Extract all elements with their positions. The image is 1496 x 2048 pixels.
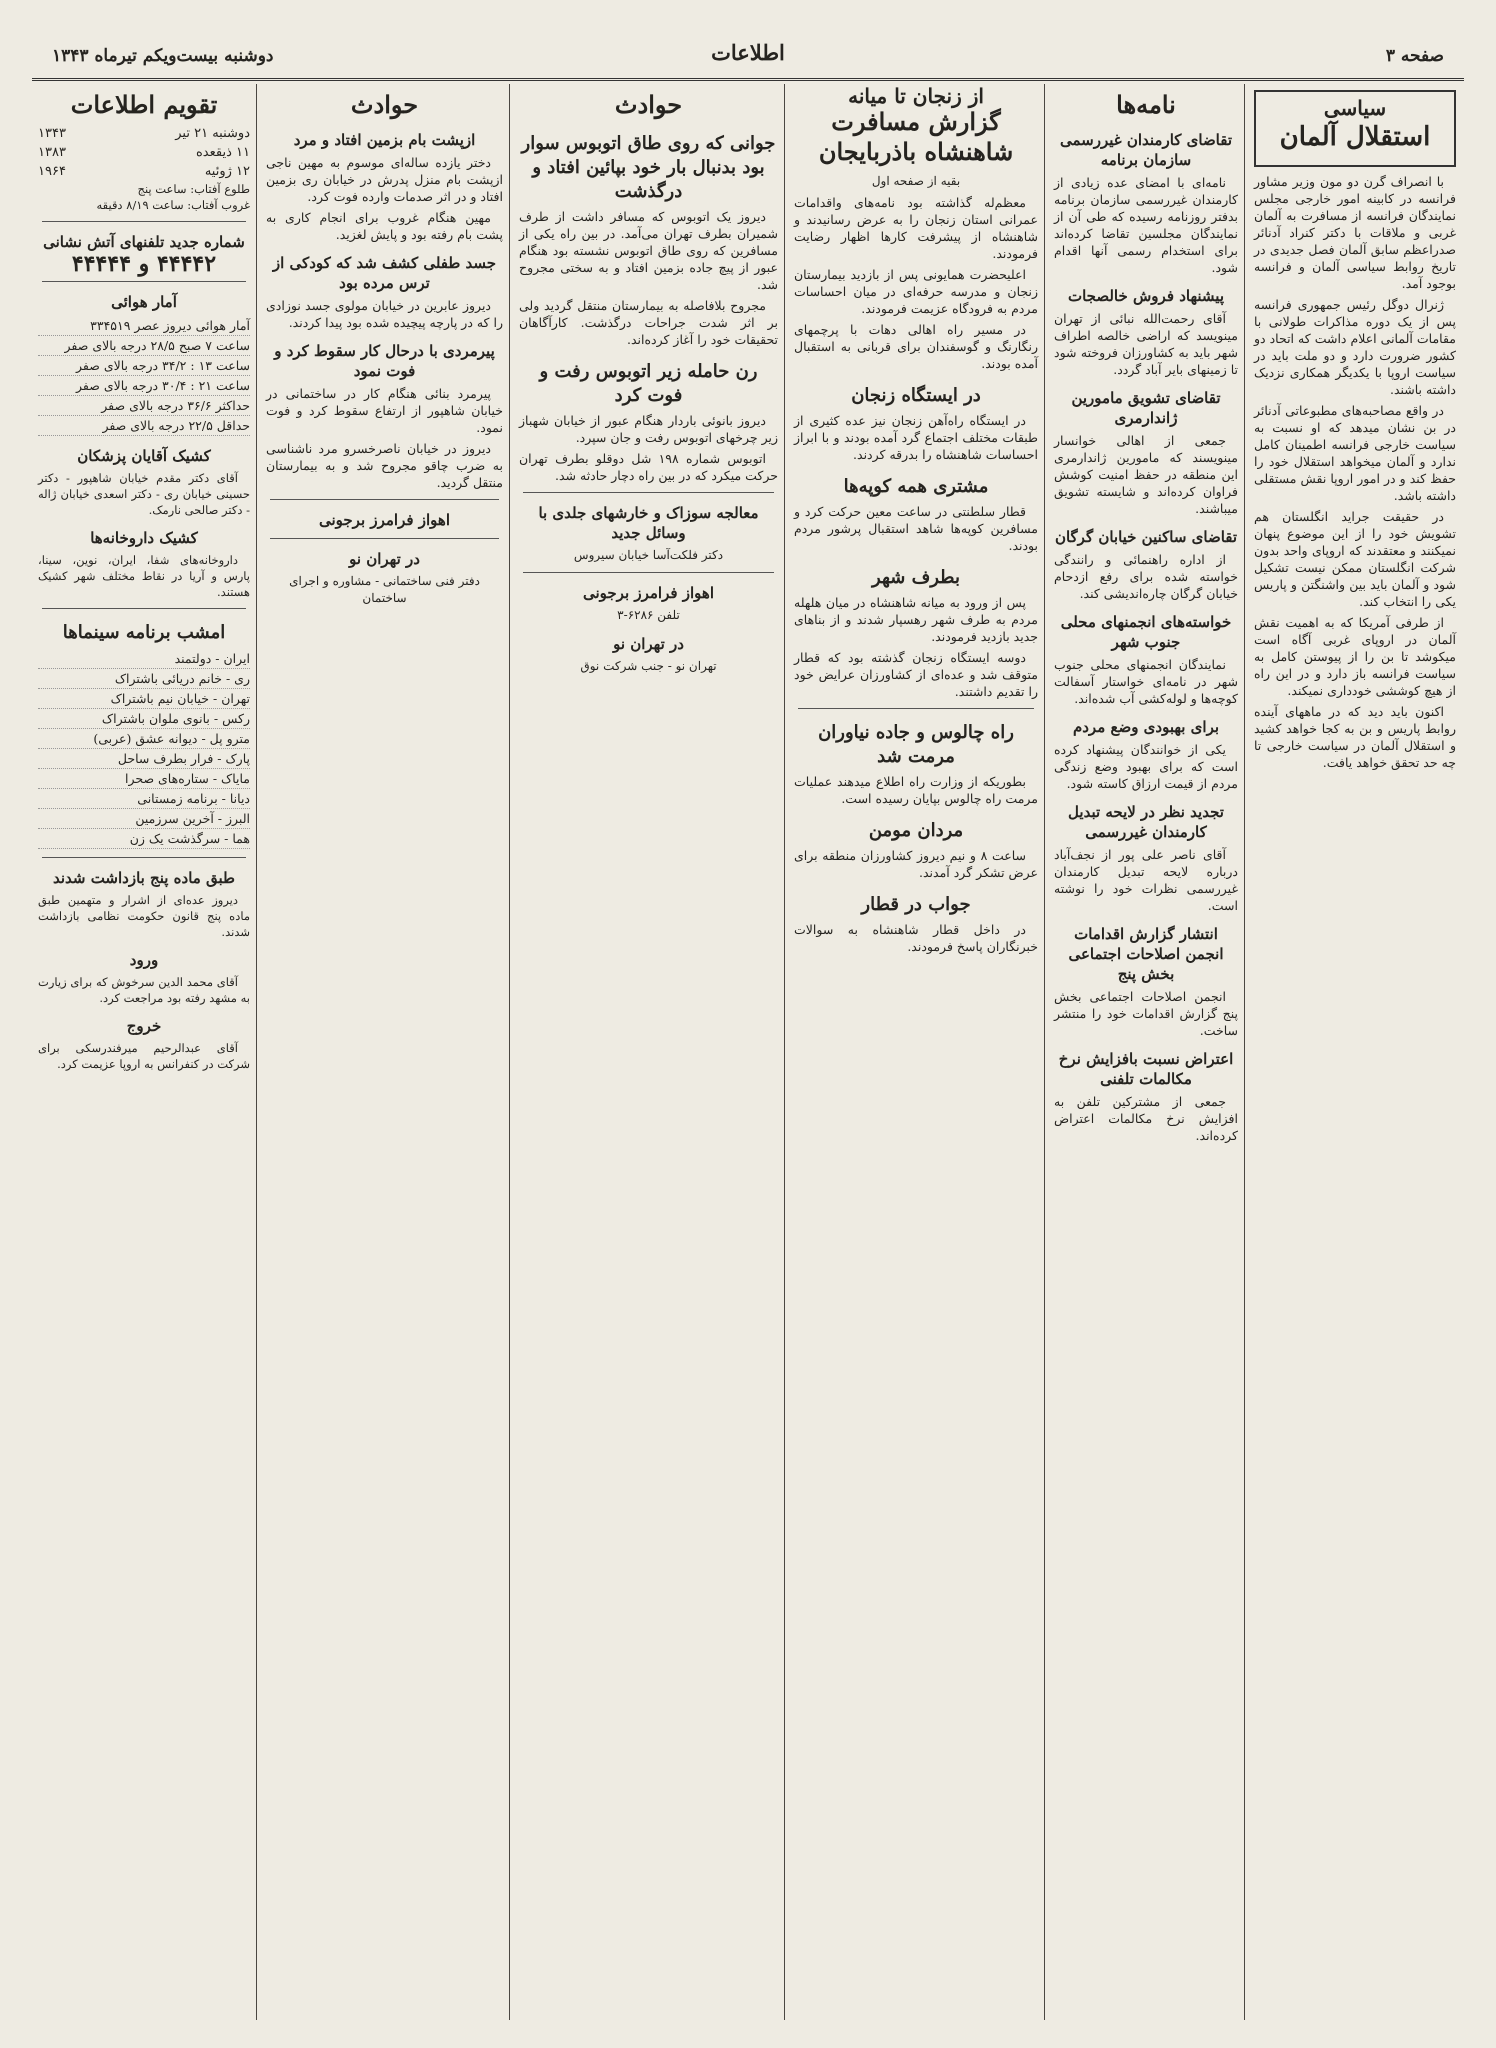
subheading: راه چالوس و جاده نیاوران مرمت شد — [818, 722, 1014, 767]
paragraph: مجروح بلافاصله به بیمارستان منتقل گردید ولی بر اثر شدت جراحات درگذشت. کارآگاهان تحقیقات خود را آغاز کرده‌اند. — [519, 298, 778, 347]
sunrise: طلوع آفتاب: ساعت پنج — [137, 182, 250, 196]
ad-heading: در تهران نو — [349, 550, 420, 568]
letter-heading: خواسته‌های انجمنهای محلی جنوب شهر — [1060, 613, 1232, 651]
masthead — [32, 28, 1464, 81]
paragraph: داروخانه‌های شفا، ایران، نوین، سینا، پارس و آریا در نقاط مختلف شهر کشیک هستند. — [38, 553, 250, 599]
paragraph: اعلیحضرت همایونی پس از بازدید بیمارستان زنجان و مدرسه حرفه‌ای در میان احساسات مردم به فرودگاه عزیمت فرمودند. — [794, 267, 1038, 316]
weather-item: حداقل ۲۲/۵ درجه بالای صفر — [38, 416, 250, 436]
cinema-item: مایاک - ستاره‌های صحرا — [38, 769, 250, 789]
paragraph: نامه‌ای با امضای عده زیادی از کارمندان غیررسمی سازمان برنامه بدفتر روزنامه رسیده که طی آن از نمایندگان مجلسین تقاضا کرده‌اند برای استخدام رسمی آنها اقدام شود. — [1054, 175, 1238, 275]
paragraph: از اداره راهنمائی و رانندگی خواسته شده برای رفع ازدحام خیابان گرگان چاره‌اندیشی کند. — [1054, 552, 1238, 601]
divider — [523, 492, 774, 493]
article-headline: رن حامله زیر اتوبوس رفت و فوت کرد — [539, 361, 758, 406]
letter-heading: تقاضای کارمندان غیررسمی سازمان برنامه — [1059, 131, 1233, 169]
paragraph: بطوریکه از وزارت راه اطلاع میدهند عملیات مرمت راه چالوس بپایان رسیده است. — [794, 774, 1038, 806]
subheading: بطرف شهر — [872, 567, 960, 588]
section-title: نامه‌ها — [1116, 90, 1176, 119]
article-headline: ازپشت بام بزمین افتاد و مرد — [293, 131, 476, 149]
sunset: غروب آفتاب: ساعت ۸/۱۹ دقیقه — [96, 198, 250, 212]
ad-text: تلفن ۶۲۸۶-۳ — [617, 608, 680, 622]
newspaper-name: اطلاعات — [711, 40, 785, 65]
ad-text: دکتر فلکت‌آسا خیابان سیروس — [573, 548, 724, 562]
paragraph: آقای عبدالرحیم میرفندرسکی برای شرکت در کنفرانس به اروپا عزیمت کرد. — [38, 1041, 250, 1071]
column-rule — [784, 84, 785, 2020]
divider — [270, 499, 499, 500]
paragraph: اکنون باید دید که در ماههای آینده روابط پاریس و بن به کجا خواهد کشید و استقلال آلمان در سیاست خارجی تا چه حد تحقق خواهد یافت. — [1254, 704, 1456, 770]
box-heading: امشب برنامه سینماها — [62, 622, 226, 643]
divider — [42, 857, 246, 858]
divider — [42, 281, 246, 282]
paragraph: آقای ناصر علی پور از نجف‌آباد درباره لایحه تبدیل کارمندان غیررسمی نظرات خود را نوشته است. — [1054, 847, 1238, 913]
article-headline: جسد طفلی کشف شد که کودکی از ترس مرده بود — [272, 254, 497, 292]
cinema-item: ری - خانم دریائی باشتراک — [38, 669, 250, 689]
column-letters — [1048, 84, 1244, 2020]
ad-text: دفتر فنی ساختمانی - مشاوره و اجرای ساختمان — [289, 574, 480, 605]
phone-number: ۴۴۴۴۲ و ۴۴۴۴۴ — [71, 251, 217, 277]
box-heading: شماره جدید تلفنهای آتش نشانی — [43, 233, 245, 251]
article-headline: جوانی که روی طاق اتوبوس سوار بود بدنبال بار خود بپائین افتاد و درگذشت — [521, 133, 776, 202]
paragraph: دیروز یک اتوبوس که مسافر داشت از طرف شمیران بطرف تهران می‌آمد. در بین راه یکی از مسافرین که روی طاق اتوبوس نشسته بود هنگام عبور از پیچ جاده بزمین افتاد و به سختی مجروح شد. — [519, 209, 778, 292]
paragraph: در حقیقت جراید انگلستان هم تشویش خود را از این موضوع پنهان نمیکنند و معتقدند که اروپای واحد بدون شرکت انگلستان ممکن نیست تشکیل شود و آلمان باید بین واشنگتن و پاریس یکی را انتخاب کند. — [1254, 509, 1456, 609]
paragraph: در داخل قطار شاهنشاه به سوالات خبرنگاران پاسخ فرمودند. — [794, 922, 1038, 954]
cinema-item: هما - سرگذشت یک زن — [38, 829, 250, 849]
paragraph: دیروز عابرین در خیابان مولوی جسد نوزادی را که در پارچه پیچیده شده بود پیدا کردند. — [266, 298, 503, 330]
box-heading: طبق ماده پنج بازداشت شدند — [52, 869, 235, 887]
box-heading: کشیک آقایان پزشکان — [77, 447, 211, 465]
letter-heading: پیشنهاد فروش خالصجات — [1067, 287, 1224, 305]
section-title: حوادث — [350, 90, 419, 119]
cinema-item: تهران - خیابان نیم باشتراک — [38, 689, 250, 709]
section-title: حوادث — [614, 90, 683, 119]
box-heading: کشیک داروخانه‌ها — [90, 529, 198, 547]
weather-item: آمار هوائی دیروز عصر ۳۳۴۵۱۹ — [38, 316, 250, 336]
letter-heading: تقاضای ساکنین خیابان گرگان — [1054, 528, 1238, 546]
column-rule — [1044, 84, 1045, 2020]
column-incidents-left — [260, 84, 509, 2020]
section-title: تقویم اطلاعات — [70, 90, 218, 119]
ad-heading: در تهران نو — [613, 635, 684, 653]
page-number: صفحه ۳ — [1385, 46, 1444, 66]
calendar-year: ۱۹۶۴ — [38, 164, 66, 179]
subheading: مشتری همه کوپه‌ها — [843, 476, 989, 497]
paragraph: در مسیر راه اهالی دهات با پرچمهای رنگارنگ و گوسفندان برای قربانی به استقبال آمده بودند. — [794, 322, 1038, 371]
box-heading: ورود — [129, 951, 159, 969]
issue-date: دوشنبه بیست‌ویکم تیرماه ۱۳۴۳ — [52, 46, 274, 66]
paragraph: ژنرال دوگل رئیس جمهوری فرانسه پس از یک دوره مذاکرات طولانی با مقامات آلمانی اعلام داشت که اتحاد دو کشور ضرورت دارد و دو ملت باید در سیاست اروپا با یکدیگر همکاری نزدیک داشته باشند. — [1254, 297, 1456, 397]
article-headline: پیرمردی با درحال کار سقوط کرد و فوت نمود — [274, 342, 495, 380]
column-rule — [1244, 84, 1245, 2020]
calendar-row — [38, 143, 250, 162]
column-politics — [1248, 84, 1462, 2020]
weather-list — [38, 316, 250, 436]
calendar-year: ۱۳۴۳ — [38, 126, 66, 141]
paragraph: مهین هنگام غروب برای انجام کاری به پشت بام رفته بود و پایش لغزید. — [266, 210, 503, 242]
article-headline: استقلال آلمان — [1279, 122, 1431, 152]
paragraph: دیروز عده‌ای از اشرار و متهمین طبق ماده پنج قانون حکومت نظامی بازداشت شدند. — [38, 893, 250, 939]
article-headline: گزارش مسافرت شاهنشاه باذربایجان — [818, 107, 1014, 166]
weather-item: ساعت ۲۱ : ۳۰/۴ درجه بالای صفر — [38, 376, 250, 396]
divider — [270, 538, 499, 539]
calendar-row — [38, 124, 250, 143]
cinema-item: البرز - آخرین سرزمین — [38, 809, 250, 829]
cinema-item: ایران - دولتمند — [38, 649, 250, 669]
section-box — [1254, 90, 1456, 167]
paragraph: دیروز بانوئی باردار هنگام عبور از خیابان شهباز زیر چرخهای اتوبوس رفت و جان سپرد. — [519, 413, 778, 445]
cinema-item: مترو پل - دیوانه عشق (عربی) — [38, 729, 250, 749]
paragraph: دوسه ایستگاه زنجان گذشته بود که قطار متوقف شد و عده‌ای از کشاورزان عرایض خود را تقدیم داشتند. — [794, 650, 1038, 699]
paragraph: ساعت ۸ و نیم دیروز کشاورزان منطقه برای عرض تشکر گرد آمدند. — [794, 848, 1038, 880]
ad-heading: اهواز فرامرز برجونی — [582, 584, 714, 602]
paragraph: آقای دکتر مقدم خیابان شاهپور - دکتر حسینی خیابان ری - دکتر اسعدی خیابان ژاله - دکتر صالحی نارمک. — [38, 471, 250, 517]
weather-item: ساعت ۷ صبح ۲۸/۵ درجه بالای صفر — [38, 336, 250, 356]
box-heading: آمار هوائی — [111, 293, 177, 311]
subheading: جواب در قطار — [861, 894, 971, 915]
column-calendar — [32, 84, 256, 2020]
weather-item: حداکثر ۳۶/۶ درجه بالای صفر — [38, 396, 250, 416]
calendar-day: ۱۱ ذیقعده — [196, 145, 250, 160]
paragraph: جمعی از اهالی خوانسار مینویسند که مامورین ژاندارمری این منطقه در حفظ امنیت کوشش فراوان کرده‌اند و شایسته تشویق میباشند. — [1054, 433, 1238, 516]
paragraph: آقای رحمت‌الله نبائی از تهران مینویسد که اراضی خالصه اطراف شهر باید به کشاورزان فروخته شود تا زمینهای بایر آباد گردد. — [1054, 311, 1238, 377]
section-kicker: سیاسی — [1323, 96, 1387, 120]
paragraph: پس از ورود به میانه شاهنشاه در میان هلهله مردم به طرف شهر رهسپار شدند و از بناهای جدید بازدید فرمودند. — [794, 595, 1038, 644]
paragraph: یکی از خوانندگان پیشنهاد کرده است که برای بهبود وضع زندگی مردم از قیمت ارزاق کاسته شود. — [1054, 742, 1238, 791]
paragraph: نمایندگان انجمنهای محلی جنوب شهر در نامه‌ای خواستار آسفالت کوچه‌ها و لوله‌کشی آب شده‌اند. — [1054, 657, 1238, 706]
column-rule — [256, 84, 257, 2020]
cinema-item: پارک - فرار بطرف ساحل — [38, 749, 250, 769]
paragraph: انجمن اصلاحات اجتماعی بخش پنج گزارش اقدامات خود را منتشر ساخت. — [1054, 989, 1238, 1038]
subheading: در ایستگاه زنجان — [851, 385, 981, 406]
article-kicker: از زنجان تا میانه — [848, 84, 984, 108]
ad-heading: معالجه سوزاک و خارشهای جلدی با وسائل جدید — [538, 504, 759, 542]
divider — [42, 608, 246, 609]
weather-item: ساعت ۱۳ : ۳۴/۲ درجه بالای صفر — [38, 356, 250, 376]
letter-heading: تقاضای تشویق مامورین ژاندارمری — [1071, 389, 1221, 427]
paragraph: آقای محمد الدین سرخوش که برای زیارت به مشهد رفته بود مراجعت کرد. — [38, 975, 250, 1005]
calendar-day: دوشنبه ۲۱ تیر — [175, 126, 250, 141]
divider — [798, 708, 1034, 709]
paragraph: در ایستگاه راه‌آهن زنجان نیز عده کثیری از طبقات مختلف اجتماع گرد آمده بودند و با ابراز احساسات شاهنشاه را بدرقه کردند. — [794, 413, 1038, 462]
letter-heading: انتشار گزارش اقدامات انجمن اصلاحات اجتماعی بخش پنج — [1068, 925, 1224, 983]
continued-note: بقیه از صفحه اول — [871, 174, 961, 188]
column-rule — [509, 84, 510, 2020]
column-incidents-right — [513, 84, 784, 2020]
cinema-item: رکس - بانوی ملوان باشتراک — [38, 709, 250, 729]
paragraph: با انصراف گرن دو مون وزیر مشاور فرانسه در کابینه امور خارجی مجلس نمایندگان فرانسه از مسافرت به آلمان غربی و ملاقات با دکتر کنراد آدنائر صدراعظم سابق آلمان فصل جدیدی در تاریخ روابط سیاسی آلمان و فرانسه بوجود آمد. — [1254, 174, 1456, 291]
cinema-item: دیانا - برنامه زمستانی — [38, 789, 250, 809]
calendar-day: ۱۲ ژوئیه — [204, 164, 250, 179]
divider — [42, 221, 246, 222]
paragraph: معظم‌له گذاشته بود نامه‌های واقدامات عمرانی استان زنجان را به عرض رسانیدند و شاهنشاه از پیشرفت کارها اظهار رضایت فرمودند. — [794, 195, 1038, 261]
paragraph: در واقع مصاحبه‌های مطبوعاتی آدنائر در بن نشان میدهد که او نسبت به سیاست خارجی فرانسه اطمینان کامل ندارد و آلمان میخواهد استقلال خود را حفظ کند و در امور اروپا نقش مستقلی داشته باشد. — [1254, 403, 1456, 503]
paragraph: دیروز در خیابان ناصرخسرو مرد ناشناسی به ضرب چاقو مجروح شد و به بیمارستان منتقل گردید. — [266, 441, 503, 490]
divider — [523, 572, 774, 573]
calendar-row — [38, 162, 250, 181]
paragraph: دختر یازده ساله‌ای موسوم به مهین ناجی ازپشت بام منزل پدرش در خیابان ری بزمین افتاد و در اثر صدمات وارده فوت کرد. — [266, 155, 503, 204]
letter-heading: تجدید نظر در لایحه تبدیل کارمندان غیررسمی — [1068, 803, 1224, 841]
letter-heading: برای بهبودی وضع مردم — [1072, 718, 1220, 736]
paragraph: جمعی از مشترکین تلفن به افزایش نرخ مکالمات اعتراض کرده‌اند. — [1054, 1094, 1238, 1143]
box-heading: خروج — [126, 1017, 162, 1035]
paragraph: اتوبوس شماره ۱۹۸ شل دوقلو بطرف تهران حرکت میکرد که در بین راه دچار حادثه شد. — [519, 451, 778, 483]
subheading: مردان مومن — [868, 820, 964, 841]
cinema-list — [38, 649, 250, 849]
paragraph: پیرمرد بنائی هنگام کار در ساختمانی در خیابان شاهپور از ارتفاع سقوط کرد و فوت نمود. — [266, 386, 503, 435]
paragraph: قطار سلطنتی در ساعت معین حرکت کرد و مسافرین کوپه‌ها شاهد استقبال پرشور مردم بودند. — [794, 504, 1038, 553]
letter-heading: اعتراض نسبت بافزایش نرخ مکالمات تلفنی — [1058, 1050, 1234, 1088]
ad-text: تهران نو - جنب شرکت نوق — [580, 659, 717, 673]
paragraph: از طرفی آمریکا که به اهمیت نقش آلمان در اروپای غربی آگاه است میکوشد تا بن را از پیوستن کامل به سیاست فرانسه باز دارد و در این راه از هیچ کوششی خودداری نمیکند. — [1254, 615, 1456, 698]
column-royal-trip — [788, 84, 1044, 2020]
calendar-year: ۱۳۸۳ — [38, 145, 66, 160]
ad-heading: اهواز فرامرز برجونی — [318, 511, 450, 529]
